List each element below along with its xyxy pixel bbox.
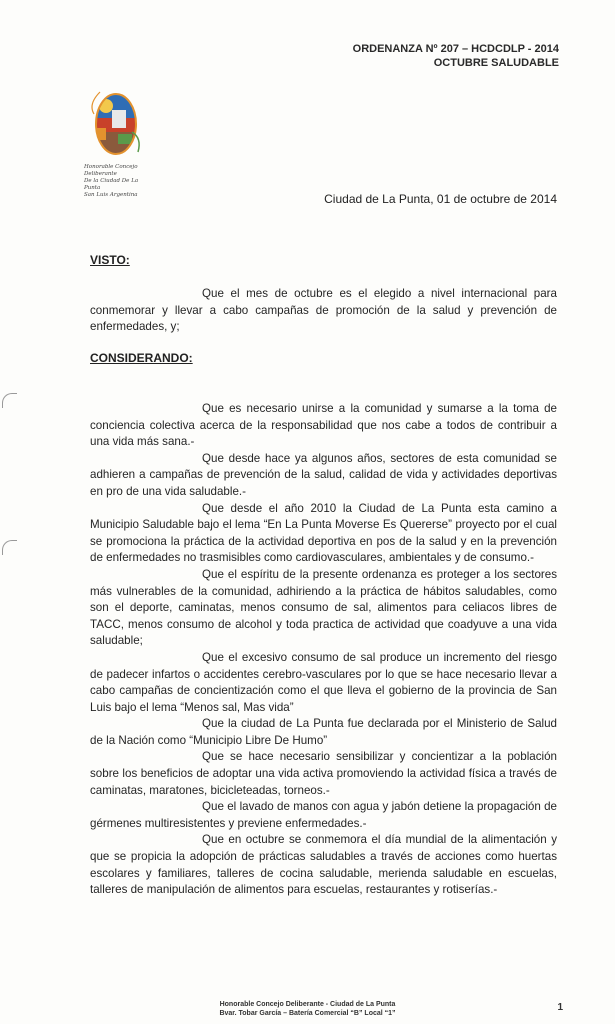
paragraph: Que el espíritu de la presente ordenanza es proteger a los sectores más vulnerables de la comunidad, adhiriendo a la práctica de hábitos saludables, como son el deporte, caminatas, menos consumo de sal, alimentos para celiacos libres de TACC, menos consumo de alcohol y toda practica de actividad que coadyuve a una vida saludable; [90, 567, 557, 648]
egg-emblem-icon [88, 84, 148, 162]
ordinance-number: ORDENANZA Nº 207 – HCDCDLP - 2014 [352, 43, 559, 55]
paragraph: Que desde hace ya algunos años, sectores de esta comunidad se adhieren a campañas de prevención de la salud, calidad de vida y actividades deportivas en pro de una vida saludable.- [90, 451, 557, 498]
document-date: Ciudad de La Punta, 01 de octubre de 2014 [324, 192, 557, 206]
page-footer [0, 1000, 615, 1018]
page-number: 1 [557, 1002, 563, 1013]
considerando-body [90, 401, 557, 899]
council-logo [84, 84, 152, 199]
paragraph: Que el excesivo consumo de sal produce un incremento del riesgo de padecer infartos o accidentes cerebro-vasculares por lo que se hace necesario llevar a cabo campañas de concientización como el que lleva el gobierno de la provincia de San Luis bajo el lema “Menos sal, Mas vida” [90, 650, 557, 714]
visto-body [90, 286, 557, 336]
scan-mark [2, 540, 17, 555]
scan-mark [2, 393, 17, 408]
logo-line: Honorable Concejo Deliberante [84, 164, 138, 177]
ordinance-title: OCTUBRE SALUDABLE [433, 57, 559, 69]
logo-line: De la Ciudad De La Punta [84, 178, 139, 191]
paragraph: Que es necesario unirse a la comunidad y sumarse a la toma de conciencia colectiva acerca de la responsabilidad que nos cabe a todos de contribuir a una vida más sana.- [90, 402, 557, 449]
paragraph: Que en octubre se conmemora el día mundial de la alimentación y que se propicia la adopción de prácticas saludables a través de acciones como huertas escolares y familiares, talleres de cocina saludable, merienda saludable en escuelas, talleres de manipulación de alimentos para escuelas, restaurantes y rotiserías.- [90, 833, 557, 897]
paragraph: Que se hace necesario sensibilizar y concientizar a la población sobre los beneficios de adoptar una vida activa promoviendo la actividad física a través de caminatas, maratones, bicicleteadas, torneos.- [90, 750, 557, 797]
paragraph: Que la ciudad de La Punta fue declarada por el Ministerio de Salud de la Nación como “Municipio Libre De Humo” [90, 717, 557, 747]
footer-line: Bvar. Tobar García – Batería Comercial “B” Local “1” [219, 1010, 396, 1017]
considerando-heading: CONSIDERANDO: [90, 351, 193, 365]
visto-heading: VISTO: [90, 253, 130, 267]
paragraph: Que el mes de octubre es el elegido a nivel internacional para conmemorar y llevar a cabo campañas de promoción de la salud y prevención de enfermedades, y; [90, 287, 557, 334]
footer-line: Honorable Concejo Deliberante - Ciudad de La Punta [219, 1001, 396, 1008]
paragraph: Que el lavado de manos con agua y jabón detiene la propagación de gérmenes multiresistentes y previene enfermedades.- [90, 800, 557, 830]
paragraph: Que desde el año 2010 la Ciudad de La Punta esta camino a Municipio Saludable bajo el lema “En La Punta Moverse Es Quererse” proyecto por el cual se promociona la práctica de la actividad deportiva en pos de la salud y en la prevención de enfermedades no trasmisibles como cardiovasculares, ambientales y de consumo.- [90, 501, 557, 565]
document-header [353, 42, 559, 70]
logo-line: San Luis Argentina [84, 192, 138, 198]
